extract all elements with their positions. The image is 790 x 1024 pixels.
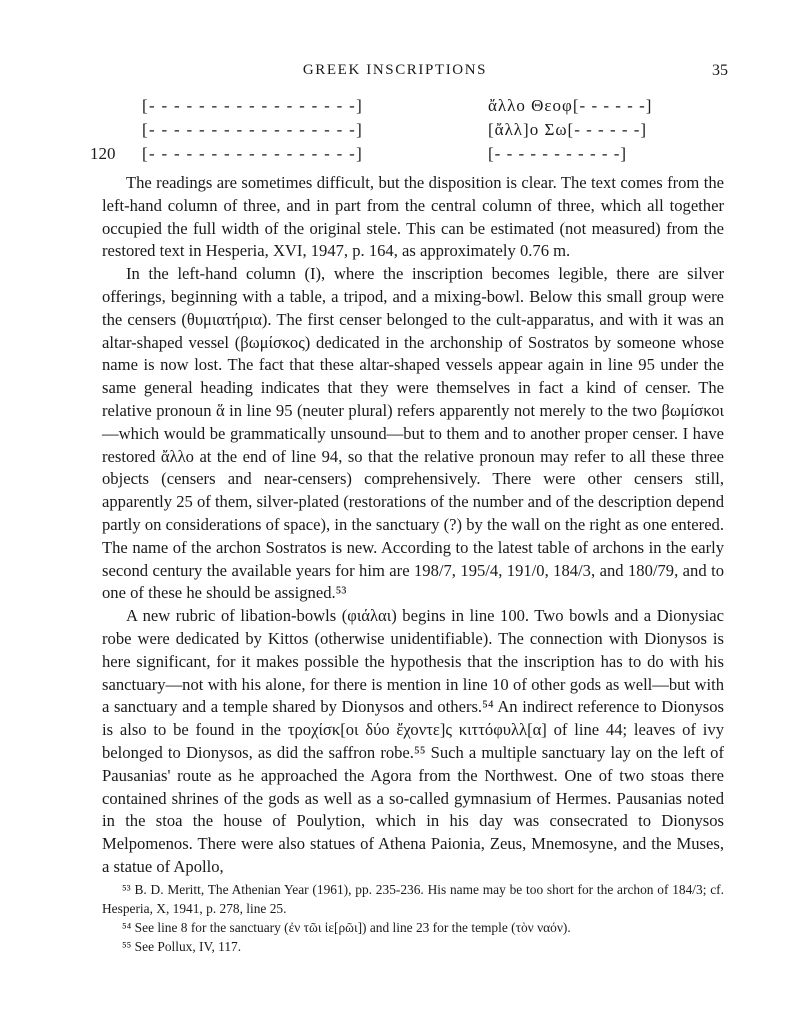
page-number: 35 — [712, 62, 728, 79]
inscription-line-number: 120 — [90, 144, 116, 163]
paragraph: In the left-hand column (I), where the inscription becomes legible, there are silver offerings, beginning with a table, a tripod, and a mixing-bowl. Below this small group were the censers (θυμιατήρια). The first censer belonged to the cult-apparatus, and with it was an altar-shaped vessel (βωμίσκος) dedicated in the archonship of Sostratos by someone whose name is now lost. The fact that these altar-shaped vessels appear again in line 95 under the same general heading indicates that they were themselves in fact a kind of censer. The relative pronoun ἅ in line 95 (neuter plural) refers apparently not merely to the two βωμίσκοι—which would be grammatically unsound—but to them and to another proper censer. I have restored ἄλλο at the end of line 94, so that the relative pronoun may refer to all these three objects (censers and near-censers) comprehensively. There were other censers still, apparently 25 of them, silver-plated (restorations of the number and of the description depend partly on considerations of space), in the sanctuary (?) by the wall on the right as one entered. The name of the archon Sostratos is new. According to the latest table of archons in the early second century the available years for him are 198/7, 195/4, 191/0, 184/3, and 180/79, and to one of these he should be assigned.⁵³ — [102, 264, 724, 603]
inscription-left-column-line: [- - - - - - - - - - - - - - - - -] — [142, 144, 364, 163]
body-text — [102, 172, 724, 879]
footnote: ⁵⁵ See Pollux, IV, 117. — [122, 939, 242, 954]
footnote: ⁵³ B. D. Meritt, The Athenian Year (1961), pp. 235-236. His name may be too short for the archon of 184/3; cf. Hesperia, X, 1941, p. 278, line 25. — [102, 882, 724, 916]
running-title: GREEK INSCRIPTIONS — [302, 62, 488, 78]
paragraph: A new rubric of libation-bowls (φιάλαι) begins in line 100. Two bowls and a Dionysiac robe were dedicated by Kittos (otherwise unidentifiable). The connection with Dionysos is here significant, for it makes possible the hypothesis that the inscription has to do with his sanctuary—not with his alone, for there is mention in line 10 of other gods as well—but with a sanctuary and a temple shared by Dionysos and others.⁵⁴ An indirect reference to Dionysos is also to be found in the τροχίσκ[οι δύο ἔχοντε]ς κιττόφυλλ[α] of line 44; leaves of ivy belonged to Dionysos, as did the saffron robe.⁵⁵ Such a multiple sanctuary lay on the left of Pausanias' route as he approached the Agora from the Northwest. One of two stoas there contained shrines of the gods as well as a so-called gymnasium of Hermes. Pausanias noted in the stoa the house of Poulytion, which in his day was consecrated to Dionysos Melpomenos. There were also statues of Athena Paionia, Zeus, Mnemosyne, and the Muses, a statue of Apollo, — [102, 606, 724, 876]
running-header — [0, 62, 790, 86]
inscription-text-block — [0, 96, 790, 168]
inscription-right-column-line: [ἄλλ]ο Σω[- - - - - -] — [488, 120, 648, 139]
inscription-right-column-line: ἄλλο Θεοφ[- - - - - -] — [488, 96, 653, 115]
paragraph: The readings are sometimes difficult, but the disposition is clear. The text comes from the left-hand column of three, and in part from the central column of three, which all together occupied the full width of the original stele. This can be estimated (not measured) from the restored text in Hesperia, XVI, 1947, p. 164, as approximately 0.76 m. — [102, 173, 724, 261]
footnotes — [102, 880, 724, 956]
inscription-row — [0, 120, 790, 144]
inscription-left-column-line: [- - - - - - - - - - - - - - - - -] — [142, 120, 364, 139]
footnote: ⁵⁴ See line 8 for the sanctuary (ἐν τῶι ἱε[ρῶι]) and line 23 for the temple (τὸν ναόν). — [122, 920, 571, 935]
inscription-row — [0, 144, 790, 168]
inscription-left-column-line: [- - - - - - - - - - - - - - - - -] — [142, 96, 364, 115]
inscription-row — [0, 96, 790, 120]
inscription-right-column-line: [- - - - - - - - - - -] — [488, 144, 628, 163]
